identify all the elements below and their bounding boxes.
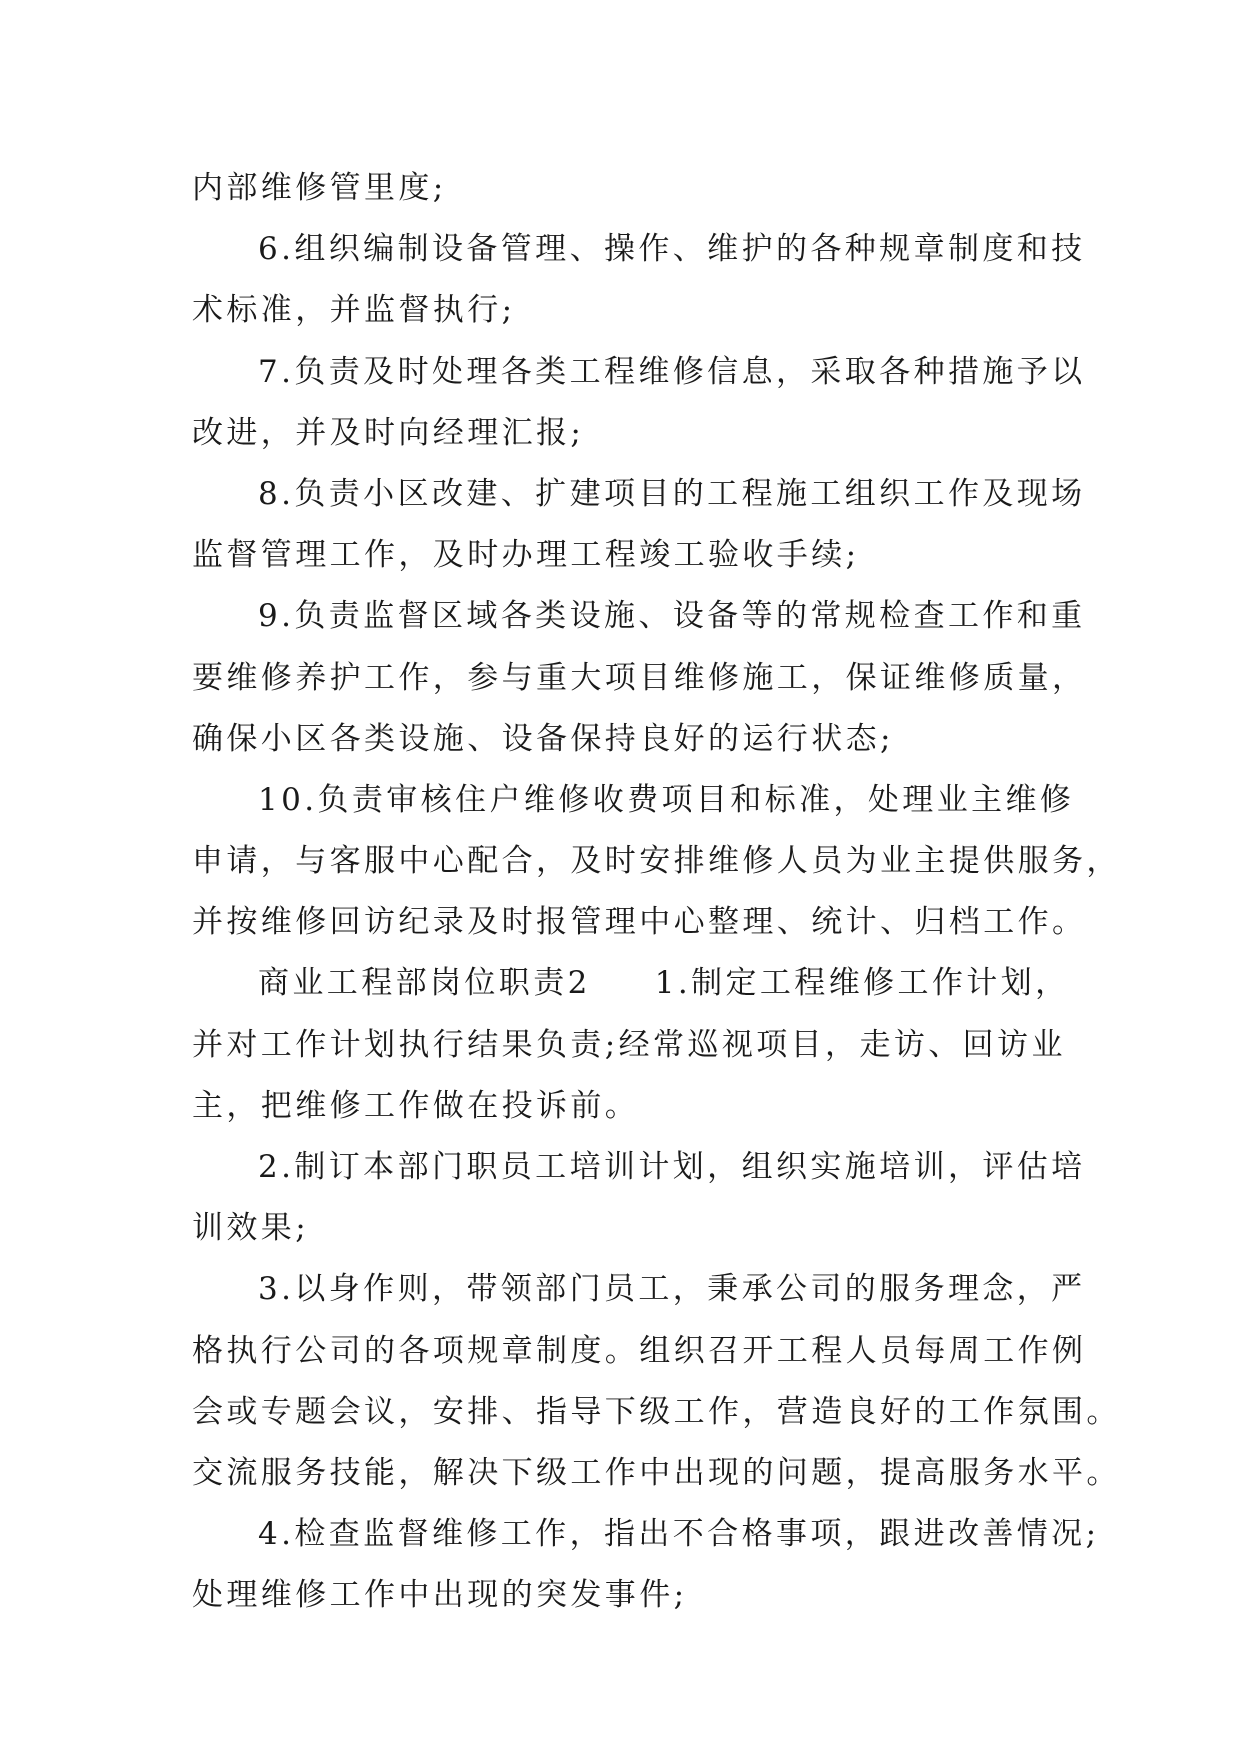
text-line-23: 4.检查监督维修工作，指出不合格事项，跟进改善情况; [258, 1516, 1100, 1553]
text-line-20: 格执行公司的各项规章制度。组织召开工程人员每周工作例 [192, 1332, 1087, 1369]
text-line-19: 3.以身作则，带领部门员工，秉承公司的服务理念，严 [258, 1271, 1086, 1308]
text-line-3: 术标准，并监督执行; [192, 292, 516, 329]
document-body [192, 158, 1121, 1627]
text-line-14 [192, 953, 1070, 1014]
text-line-10: 确保小区各类设施、设备保持良好的运行状态; [192, 720, 894, 757]
text-line-22: 交流服务技能，解决下级工作中出现的问题，提高服务水平。 [192, 1454, 1121, 1491]
text-line-13: 并按维修回访纪录及时报管理中心整理、统计、归档工作。 [192, 904, 1087, 941]
text-line-18: 训效果; [192, 1210, 310, 1247]
section-heading: 商业工程部岗位职责2 [258, 965, 591, 1002]
text-line-5: 改进，并及时向经理汇报; [192, 414, 585, 451]
text-line-12: 申请，与客服中心配合，及时安排维修人员为业主提供服务， [192, 843, 1121, 880]
text-line-9: 要维修养护工作，参与重大项目维修施工，保证维修质量， [192, 659, 1087, 696]
text-line-1: 内部维修管里度; [192, 170, 447, 206]
text-line-6: 8.负责小区改建、扩建项目的工程施工组织工作及现场 [258, 475, 1086, 512]
text-line-17: 2.制订本部门职员工培训计划，组织实施培训，评估培 [258, 1149, 1086, 1185]
text-line-7: 监督管理工作，及时办理工程竣工验收手续; [192, 537, 860, 574]
text-line-4: 7.负责及时处理各类工程维修信息，采取各种措施予以 [258, 353, 1086, 390]
text-line-14-continuation: 1.制定工程维修工作计划， [654, 965, 1070, 1002]
text-line-16: 主，把维修工作做在投诉前。 [192, 1087, 640, 1124]
text-line-21: 会或专题会议，安排、指导下级工作，营造良好的工作氛围。 [192, 1393, 1121, 1430]
text-line-8: 9.负责监督区域各类设施、设备等的常规检查工作和重 [258, 598, 1086, 635]
text-line-24: 处理维修工作中出现的突发事件; [192, 1577, 688, 1614]
text-line-11: 10.负责审核住户维修收费项目和标准，处理业主维修 [258, 781, 1075, 818]
text-line-15: 并对工作计划执行结果负责;经常巡视项目，走访、回访业 [192, 1026, 1066, 1063]
text-line-2: 6.组织编制设备管理、操作、维护的各种规章制度和技 [258, 231, 1086, 268]
